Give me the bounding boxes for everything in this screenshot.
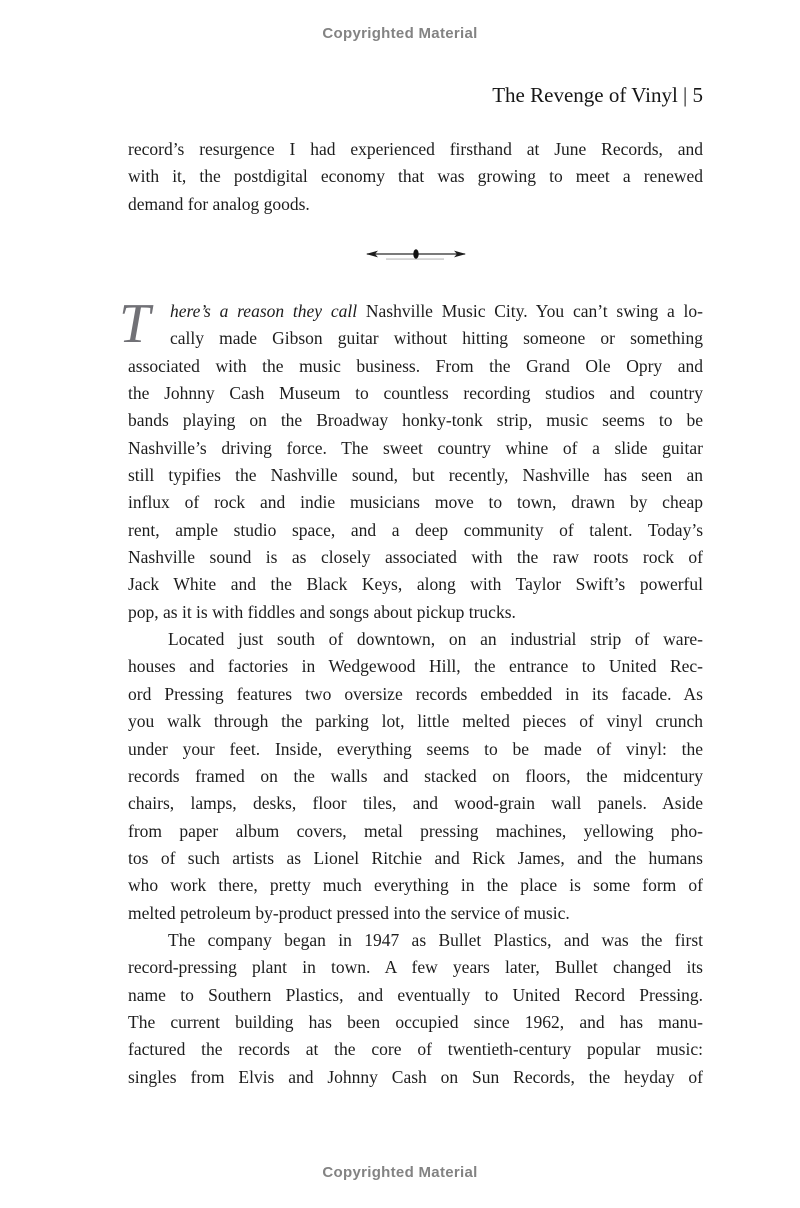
text-line: still typifies the Nashville sound, but recently, Nashville has seen an <box>128 465 703 486</box>
text-line: Nashville sound is as closely associated with the raw roots rock of <box>128 547 703 568</box>
text-line: the Johnny Cash Museum to countless recording studios and country <box>128 383 703 404</box>
text-line: houses and factories in Wedgewood Hill, the entrance to United Rec- <box>128 656 703 677</box>
text-line: factured the records at the core of twentieth-century popular music: <box>128 1039 703 1060</box>
text-line: cally made Gibson guitar without hitting someone or something <box>170 328 703 349</box>
text-line <box>128 298 703 325</box>
text-line: record’s resurgence I had experienced firsthand at June Records, and <box>128 139 703 159</box>
text-line: rent, ample studio space, and a deep community of talent. Today’s <box>128 519 703 540</box>
drop-cap: T <box>119 293 151 355</box>
text-line: associated with the music business. From the Grand Ole Opry and <box>128 355 703 376</box>
text-line: The company began in 1947 as Bullet Plastics, and was the first <box>168 929 703 950</box>
text-line: records framed on the walls and stacked on floors, the midcentury <box>128 765 703 786</box>
running-header-separator: | <box>677 83 693 107</box>
copyright-notice-top: Copyrighted Material <box>322 25 478 42</box>
text-line: Nashville’s driving force. The sweet country whine of a slide guitar <box>128 437 703 458</box>
text-line: name to Southern Plastics, and eventually to United Record Pressing. <box>128 984 703 1005</box>
text-line: Jack White and the Black Keys, along with Taylor Swift’s powerful <box>128 574 703 595</box>
text-line: who work there, pretty much everything in the place is some form of <box>128 875 703 896</box>
italic-lead-in: here’s a reason they call <box>170 301 358 321</box>
text-segment: Nashville Music City. You can’t swing a lo- <box>357 301 703 321</box>
running-header <box>128 83 703 108</box>
text-line: ord Pressing features two oversize records embedded in its facade. As <box>128 683 703 704</box>
text-line: record-pressing plant in town. A few years later, Bullet changed its <box>128 957 703 978</box>
text-line: singles from Elvis and Johnny Cash on Sun Records, the heyday of <box>128 1066 703 1087</box>
text-line: bands playing on the Broadway honky-tonk strip, music seems to be <box>128 410 703 431</box>
text-line: influx of rock and indie musicians move to town, drawn by cheap <box>128 492 703 513</box>
text-line: under your feet. Inside, everything seems to be made of vinyl: the <box>128 738 703 759</box>
text-line: The current building has been occupied since 1962, and has manu- <box>128 1011 703 1032</box>
divider-arrow-ornament <box>364 246 468 264</box>
text-line: Located just south of downtown, on an industrial strip of ware- <box>168 629 703 650</box>
text-line: melted petroleum by-product pressed into the service of music. <box>128 902 570 923</box>
main-text-block <box>119 293 703 1091</box>
page-number: 5 <box>692 83 703 107</box>
copyright-notice-bottom: Copyrighted Material <box>322 1164 478 1181</box>
text-line: pop, as it is with fiddles and songs about pickup trucks. <box>128 601 516 622</box>
intro-paragraph <box>128 136 703 218</box>
section-divider <box>128 246 703 264</box>
text-line: from paper album covers, metal pressing machines, yellowing pho- <box>128 820 703 841</box>
text-line: you walk through the parking lot, little melted pieces of vinyl crunch <box>128 711 703 732</box>
text-line: chairs, lamps, desks, floor tiles, and wood-grain wall panels. Aside <box>128 793 703 814</box>
running-header-title: The Revenge of Vinyl <box>492 83 678 107</box>
text-line: demand for analog goods. <box>128 193 310 214</box>
text-line: tos of such artists as Lionel Ritchie and Rick James, and the humans <box>128 847 703 868</box>
text-line: with it, the postdigital economy that was growing to meet a renewed <box>128 166 703 187</box>
